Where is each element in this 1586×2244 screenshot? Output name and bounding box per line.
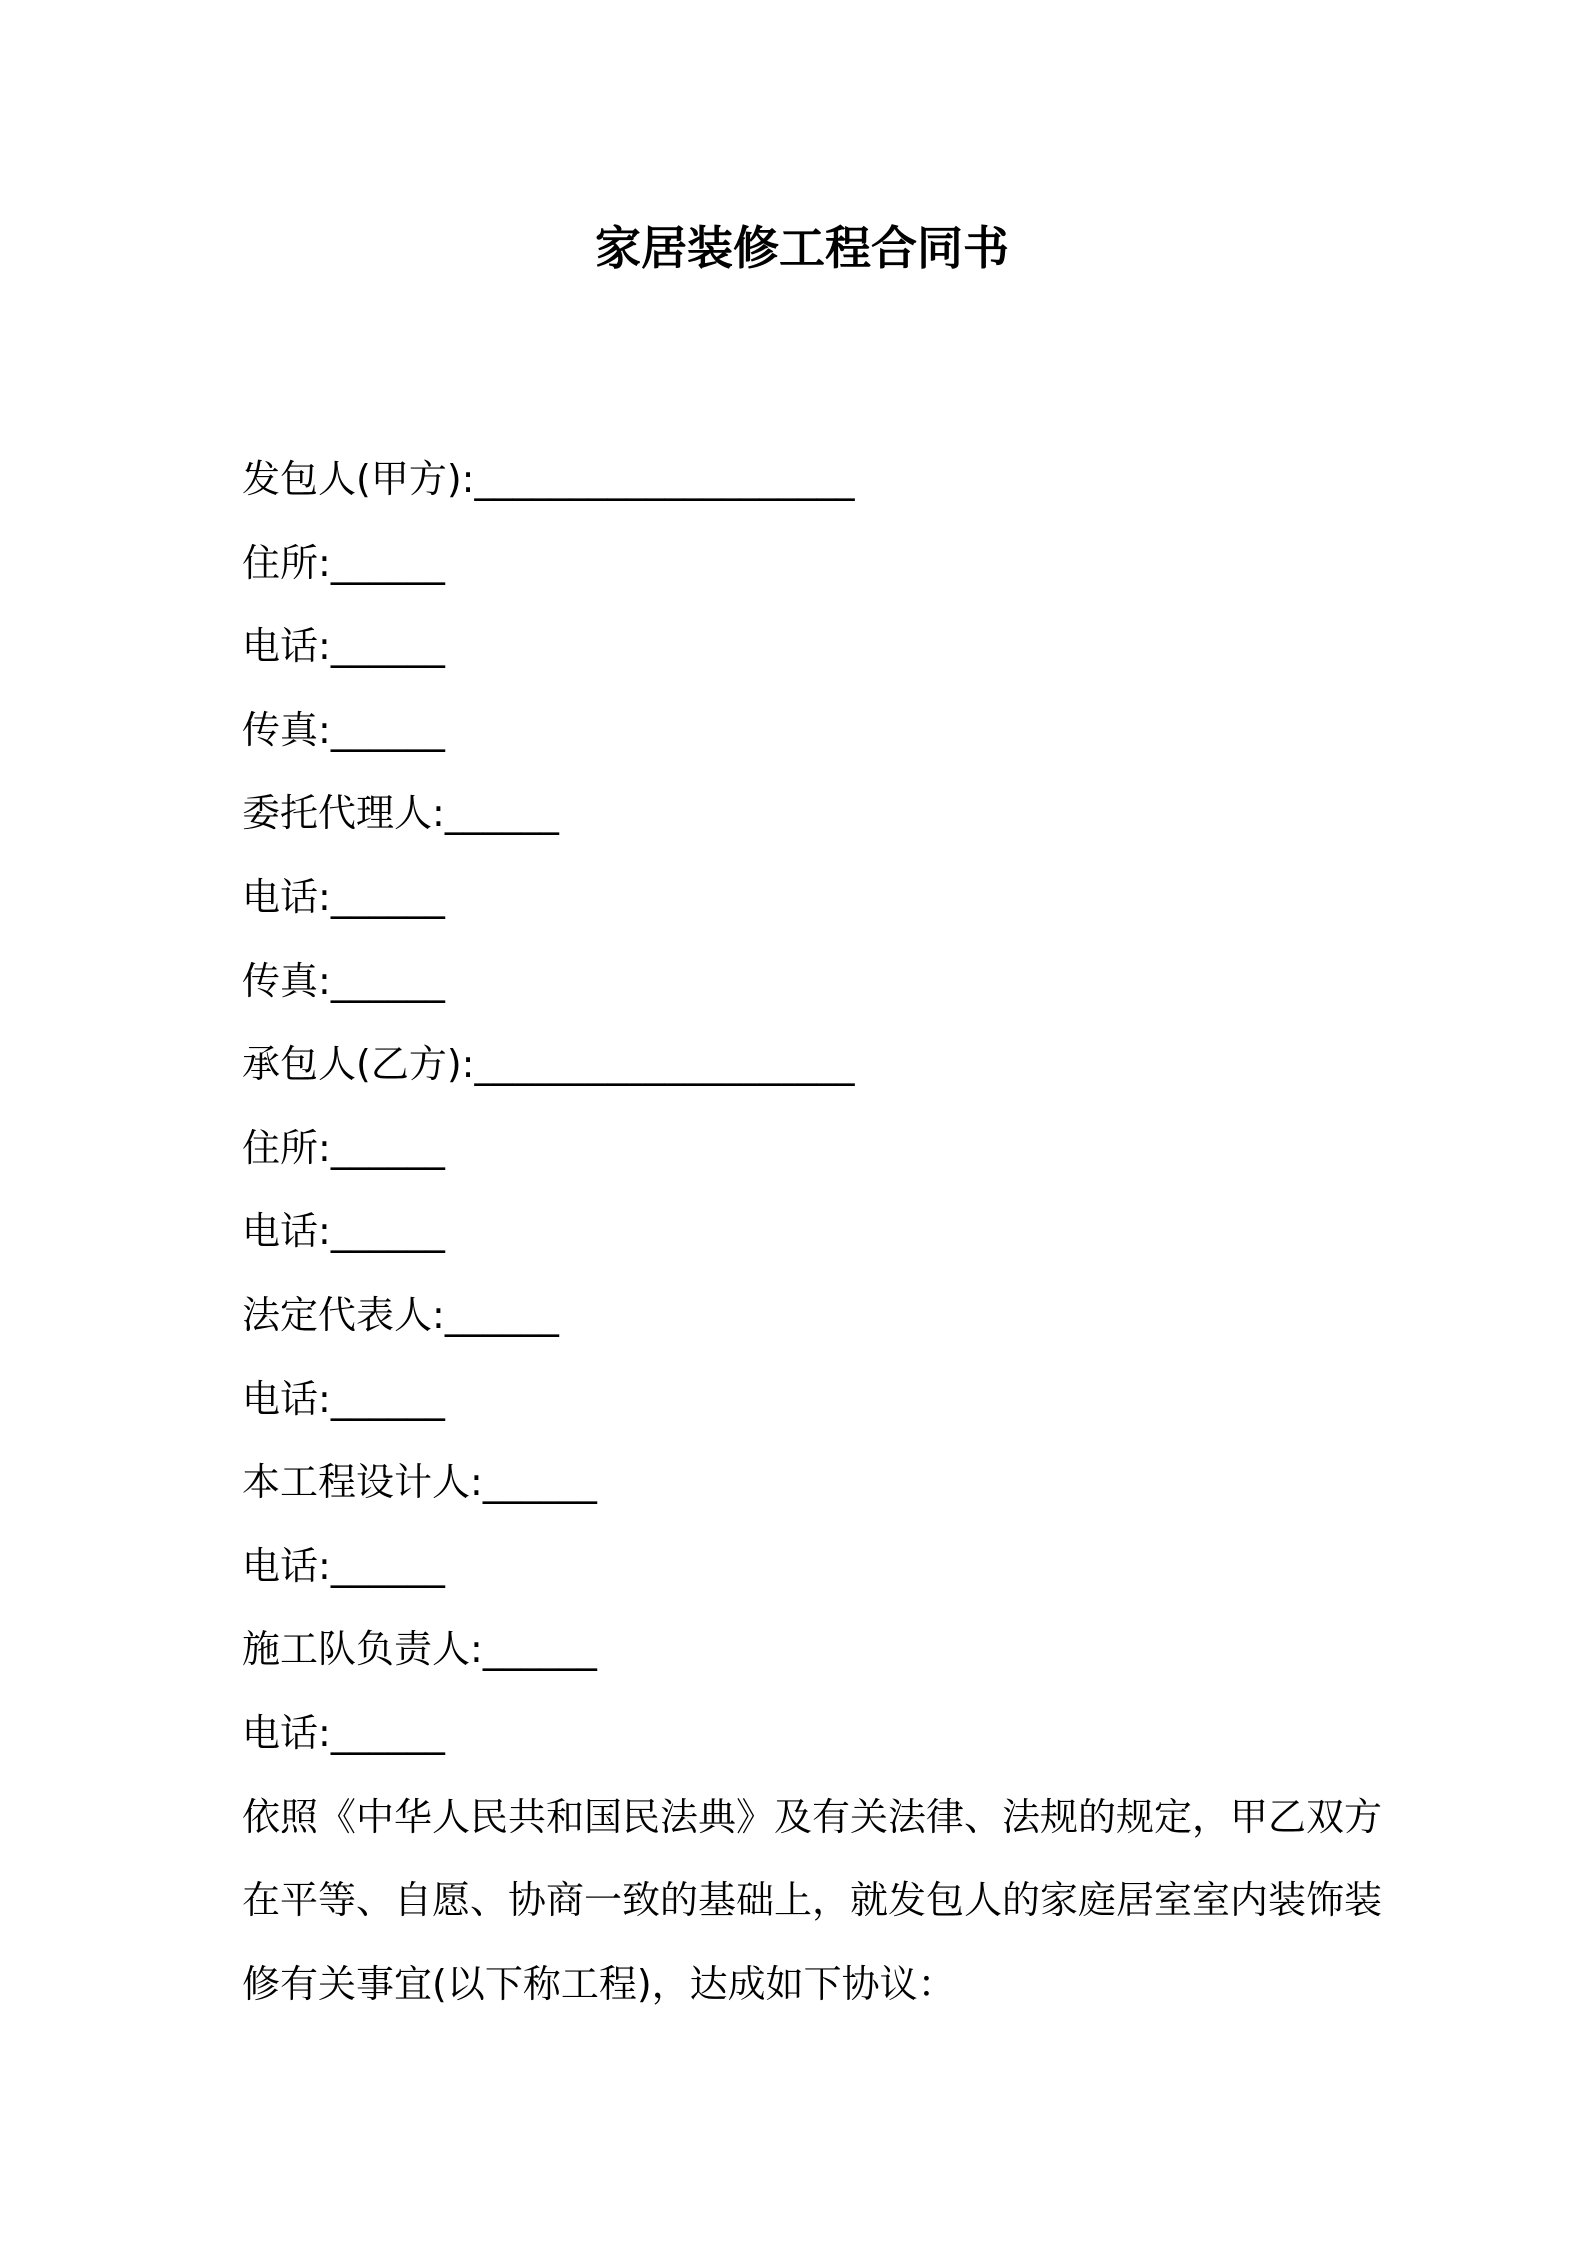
field-label: 施工队负责人: (242, 1627, 483, 1672)
field-label: 电话: (242, 1710, 331, 1755)
intro-paragraph (242, 1776, 1422, 2027)
field-blank: ______ (330, 958, 445, 1003)
intro-line: 修有关事宜(以下称工程)，达成如下协议： (242, 1961, 956, 2006)
field-party-a (242, 438, 1422, 522)
field-label: 委托代理人: (242, 791, 445, 836)
field-construction-lead-phone (242, 1692, 1422, 1776)
field-blank: ____________________ (474, 1042, 855, 1087)
field-blank: ____________________ (474, 457, 855, 501)
intro-line: 依照《中华人民共和国民法典》及有关法律、法规的规定，甲乙双方 (242, 1794, 1383, 1839)
field-label: 住所: (242, 540, 331, 585)
field-blank: ______ (330, 624, 445, 669)
field-party-b-legal-rep-phone (242, 1358, 1422, 1442)
field-blank: ______ (444, 791, 559, 836)
field-blank: ______ (330, 1543, 445, 1588)
field-label: 电话: (242, 1376, 331, 1421)
field-label: 发包人(甲方): (242, 457, 475, 501)
field-party-b-legal-rep (242, 1274, 1422, 1358)
field-party-a-phone (242, 605, 1422, 689)
field-party-a-fax (242, 689, 1422, 773)
field-blank: ______ (330, 874, 445, 919)
intro-line: 在平等、自愿、协商一致的基础上，就发包人的家庭居室室内装饰装 (242, 1878, 1383, 1923)
field-party-a-address (242, 522, 1422, 606)
field-party-a-agent-phone (242, 856, 1422, 940)
field-label: 电话: (242, 624, 331, 669)
field-party-a-agent-fax (242, 940, 1422, 1024)
field-label: 电话: (242, 1543, 331, 1588)
field-blank: ______ (330, 1710, 445, 1755)
field-blank: ______ (330, 540, 445, 585)
field-party-b (242, 1023, 1422, 1107)
field-label: 电话: (242, 874, 331, 919)
document-title: 家居装修工程合同书 (595, 221, 1009, 275)
field-label: 本工程设计人: (242, 1460, 483, 1505)
field-label: 电话: (242, 1209, 331, 1254)
field-label: 承包人(乙方): (242, 1042, 475, 1087)
field-party-b-address (242, 1107, 1422, 1191)
field-blank: ______ (330, 1209, 445, 1254)
field-blank: ______ (330, 1376, 445, 1421)
field-party-b-phone (242, 1190, 1422, 1274)
field-label: 传真: (242, 707, 331, 752)
field-blank: ______ (330, 707, 445, 752)
field-party-a-agent (242, 772, 1422, 856)
document-body (242, 438, 1422, 2026)
field-blank: ______ (482, 1460, 597, 1505)
field-blank: ______ (330, 1125, 445, 1170)
field-label: 传真: (242, 958, 331, 1003)
field-label: 住所: (242, 1125, 331, 1170)
field-designer (242, 1441, 1422, 1525)
field-blank: ______ (444, 1292, 559, 1337)
field-label: 法定代表人: (242, 1292, 445, 1337)
field-designer-phone (242, 1525, 1422, 1609)
field-blank: ______ (482, 1627, 597, 1672)
field-construction-lead (242, 1608, 1422, 1692)
